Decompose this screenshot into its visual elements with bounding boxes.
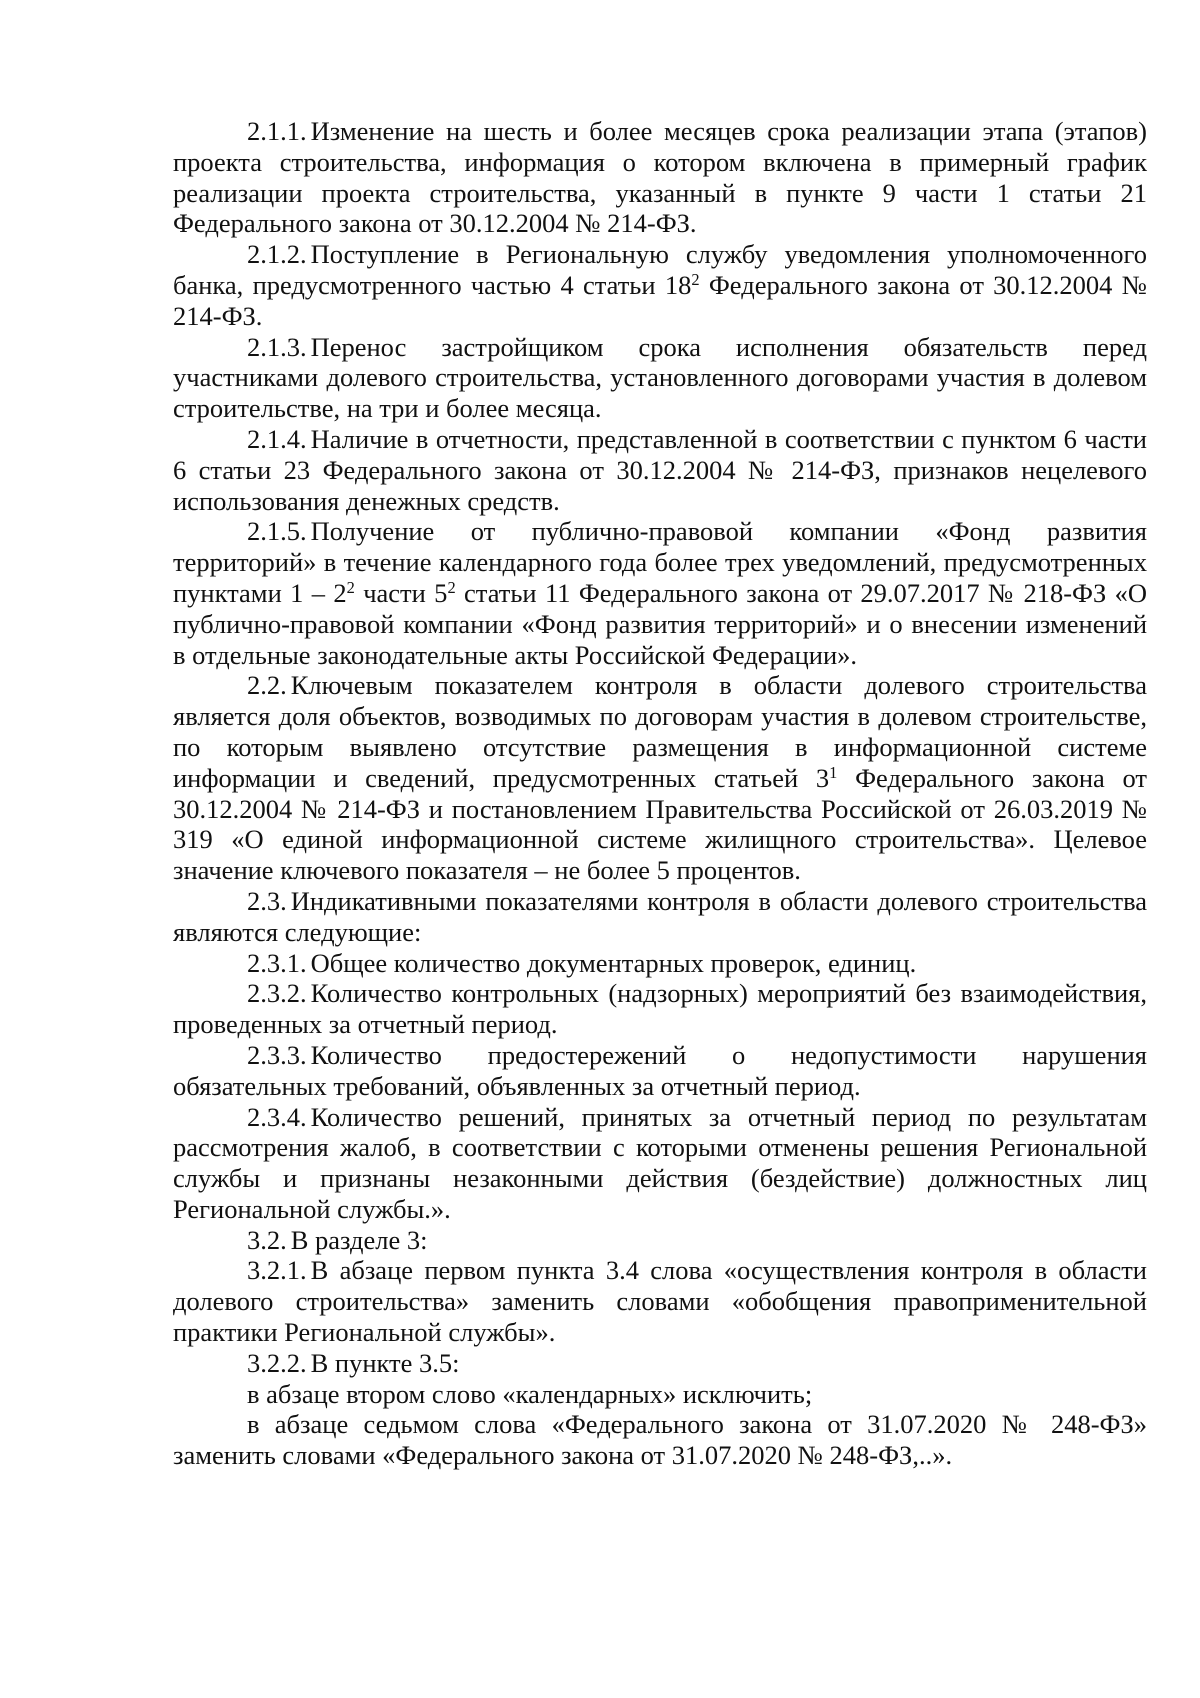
paragraph-text: Общее количество документарных проверок, единиц. <box>310 947 917 978</box>
paragraph-text: Получение от публично-правовой компании «Фонд развития территорий» в течение календарного года более трех уведомлений, предусмотренных пунктами 1 – 2 <box>173 516 1147 608</box>
paragraph <box>173 1348 1147 1379</box>
paragraph-text: в абзаце седьмом слова «Федерального закона от 31.07.2020 № 248-ФЗ» заменить словами «Федерального закона от 31.07.2020 № 248-ФЗ,..». <box>173 1409 1147 1471</box>
paragraph-number: 2.3.2. <box>247 978 307 1009</box>
paragraph-number: 2.1.5. <box>247 516 307 547</box>
paragraph <box>173 886 1147 948</box>
paragraph-text: Поступление в Региональную службу уведомления уполномоченного банка, предусмотренного частью 4 статьи 18 <box>173 239 1147 300</box>
paragraph <box>173 516 1147 670</box>
paragraph-number: 2.3. <box>247 885 287 916</box>
paragraph <box>173 948 1147 979</box>
paragraph-text: Количество контрольных (надзорных) мероприятий без взаимодействия, проведенных за отчетный период. <box>173 978 1147 1040</box>
paragraph <box>173 1102 1147 1225</box>
paragraph-number: 3.2.1. <box>247 1255 307 1286</box>
paragraph <box>173 1255 1147 1347</box>
paragraph <box>173 1040 1147 1102</box>
paragraph-text: Количество решений, принятых за отчетный период по результатам рассмотрения жалоб, в соответствии с которыми отменены решения Региональной службы и признаны незаконными действия (бездействие) должностных лиц Региональной службы.». <box>173 1101 1147 1224</box>
paragraph <box>173 670 1147 886</box>
superscript: 1 <box>829 762 838 782</box>
paragraph <box>173 1409 1147 1471</box>
paragraph <box>173 1379 1147 1410</box>
paragraph-number: 2.1.4. <box>247 423 307 454</box>
superscript: 2 <box>346 577 355 597</box>
paragraph <box>173 1225 1147 1256</box>
paragraph-number: 2.1.1. <box>247 116 307 146</box>
document-body <box>173 116 1147 1471</box>
paragraph <box>173 978 1147 1040</box>
paragraph-text: Изменение на шесть и более месяцев срока реализации этапа (этапов) проекта строительства, информация о котором включена в примерный график реализации проекта строительства, указанный в пункте 9 части 1 статьи 21 Федерального закона от 30.12.2004 № 214-ФЗ. <box>173 116 1147 239</box>
paragraph-number: 3.2. <box>247 1224 287 1255</box>
paragraph-number: 2.3.1. <box>247 947 307 978</box>
superscript: 2 <box>447 577 456 597</box>
paragraph <box>173 239 1147 331</box>
paragraph-number: 2.1.3. <box>247 331 307 362</box>
paragraph-text: Перенос застройщиком срока исполнения обязательств перед участниками долевого строительства, установленного договорами участия в долевом строительстве, на три и более месяца. <box>173 331 1147 424</box>
paragraph-text: Индикативными показателями контроля в области долевого строительства являются следующие: <box>173 885 1147 947</box>
paragraph-text: Наличие в отчетности, представленной в соответствии с пунктом 6 части 6 статьи 23 Федерального закона от 30.12.2004 № 214-ФЗ, признаков нецелевого использования денежных средств. <box>173 423 1147 516</box>
paragraph-number: 2.1.2. <box>247 239 307 270</box>
paragraph <box>173 332 1147 424</box>
paragraph-text: Федерального закона от 30.12.2004 № 214-ФЗ. <box>173 269 1147 331</box>
paragraph-text: В пункте 3.5: <box>310 1347 460 1378</box>
paragraph-text: В абзаце первом пункта 3.4 слова «осуществления контроля в области долевого строительства» заменить словами «обобщения правоприменительной практики Региональной службы». <box>173 1255 1147 1348</box>
paragraph-text: Ключевым показателем контроля в области долевого строительства является доля объектов, возводимых по договорам участия в долевом строительстве, по которым выявлено отсутствие размещения в информационной системе информации и сведений, предусмотренных статьей 3 <box>173 670 1147 793</box>
paragraph-number: 3.2.2. <box>247 1347 307 1378</box>
paragraph <box>173 424 1147 516</box>
paragraph-text: В разделе 3: <box>290 1224 428 1255</box>
paragraph-text: Количество предостережений о недопустимости нарушения обязательных требований, объявленных за отчетный период. <box>173 1039 1147 1101</box>
superscript: 2 <box>691 269 700 289</box>
paragraph-text: статьи 11 Федерального закона от 29.07.2017 № 218-ФЗ «О публично-правовой компании «Фонд развития территорий» и о внесении изменений в отдельные законодательные акты Российской Федерации». <box>173 577 1147 670</box>
paragraph-text: в абзаце втором слово «календарных» исключить; <box>247 1378 813 1409</box>
paragraph-number: 2.3.3. <box>247 1039 307 1070</box>
paragraph <box>173 116 1147 239</box>
paragraph-text: части 5 <box>354 577 448 608</box>
paragraph-text: Федерального закона от 30.12.2004 № 214-ФЗ и постановлением Правительства Российской от 26.03.2019 № 319 «О единой информационной системе жилищного строительства». Целевое значение ключевого показателя – не более 5 процентов. <box>173 762 1147 886</box>
paragraph-number: 2.2. <box>247 670 287 701</box>
paragraph-number: 2.3.4. <box>247 1101 307 1132</box>
